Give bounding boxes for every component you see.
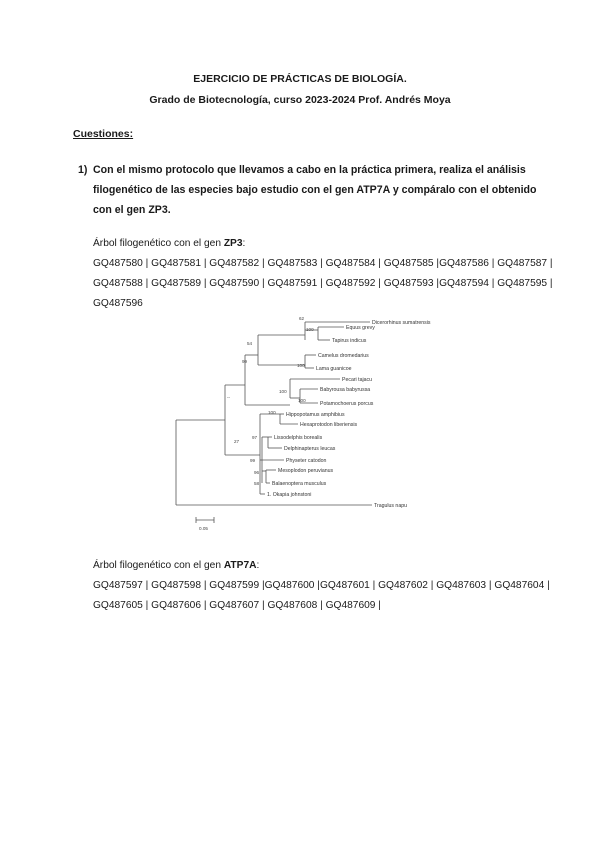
bootstrap-value: 100 xyxy=(268,410,276,415)
accession-line: GQ487580 | GQ487581 | GQ487582 | GQ487583 | GQ487584 | GQ487585 |GQ487586 | GQ487587 | xyxy=(93,258,553,269)
bootstrap-value: 100 xyxy=(298,398,306,403)
atp7a-tree-label xyxy=(93,556,259,576)
atp7a-label-text: Árbol filogenético con el gen xyxy=(93,560,224,571)
bootstrap-value: 58 xyxy=(254,481,260,486)
taxon-label: Tapirus indicus xyxy=(332,338,367,344)
document-subtitle: Grado de Biotecnología, curso 2023-2024 Prof. Andrés Moya xyxy=(149,94,451,106)
bootstrap-value: 62 xyxy=(299,316,305,321)
zp3-label-colon: : xyxy=(242,238,246,249)
bootstrap-value: 27 xyxy=(234,439,240,444)
accession-line: GQ487605 | GQ487606 | GQ487607 | GQ487608 | GQ487609 | xyxy=(93,600,381,611)
accession-line: GQ487588 | GQ487589 | GQ487590 | GQ487591 | GQ487592 | GQ487593 |GQ487594 | GQ487595 | xyxy=(93,278,553,289)
taxon-label: Physeter catodon xyxy=(286,458,327,464)
bootstrap-value: 100 xyxy=(306,327,314,332)
question-number: 1) xyxy=(78,164,88,176)
zp3-gene-name: ZP3 xyxy=(223,238,243,249)
taxon-label: Tragulus napu xyxy=(374,503,407,509)
taxon-label: Camelus dromedarius xyxy=(318,353,369,359)
document-title: EJERCICIO DE PRÁCTICAS DE BIOLOGÍA. xyxy=(193,73,407,85)
bootstrap-value: 54 xyxy=(247,341,253,346)
bootstrap-value: 99 xyxy=(250,458,256,463)
scale-bar-label: 0.05 xyxy=(199,526,208,531)
section-heading: Cuestiones: xyxy=(73,128,134,140)
bootstrap-value: -- xyxy=(227,395,231,400)
taxon-label: Mesoplodon peruvianus xyxy=(278,468,334,474)
bootstrap-value: 96 xyxy=(254,470,260,475)
taxon-label: Lama guanicoe xyxy=(316,366,352,372)
bootstrap-value: 99 xyxy=(242,359,248,364)
question-line: con el gen ZP3. xyxy=(93,204,171,216)
taxon-label: Pecari tajacu xyxy=(342,377,372,383)
bootstrap-value: 97 xyxy=(252,435,258,440)
taxon-label: Delphinapterus leucas xyxy=(284,446,336,452)
bootstrap-value: 100 xyxy=(279,389,287,394)
atp7a-accessions xyxy=(93,576,593,616)
taxon-label: 1. Okapia johnstoni xyxy=(267,492,312,498)
question-line: filogenético de las especies bajo estudio con el gen ATP7A y compáralo con el obtenido xyxy=(93,184,537,196)
taxon-label: Balaenoptera musculus xyxy=(272,481,327,487)
taxon-label: Equus grevy xyxy=(346,325,375,331)
accession-line: GQ487596 xyxy=(93,298,143,309)
taxon-label: Dicerorhinus sumatrensis xyxy=(372,320,431,326)
bootstrap-value: 100 xyxy=(297,363,305,368)
taxon-label: Hexaprotodon liberiensis xyxy=(300,422,358,428)
atp7a-label-colon: : xyxy=(256,560,260,571)
taxon-label: Hippopotamus amphibius xyxy=(286,412,345,418)
question-line: Con el mismo protocolo que llevamos a cabo en la práctica primera, realiza el análisis xyxy=(93,164,526,176)
taxon-label: Potamochoerus porcus xyxy=(320,401,374,407)
taxon-label: Lissodelphis borealis xyxy=(274,435,323,441)
atp7a-gene-name: ATP7A xyxy=(223,560,257,571)
accession-line: GQ487597 | GQ487598 | GQ487599 |GQ487600 |GQ487601 | GQ487602 | GQ487603 | GQ487604 | xyxy=(93,580,550,591)
zp3-label-text: Árbol filogenético con el gen xyxy=(93,238,224,249)
taxon-label: Babyrousa babyrussa xyxy=(320,387,371,393)
